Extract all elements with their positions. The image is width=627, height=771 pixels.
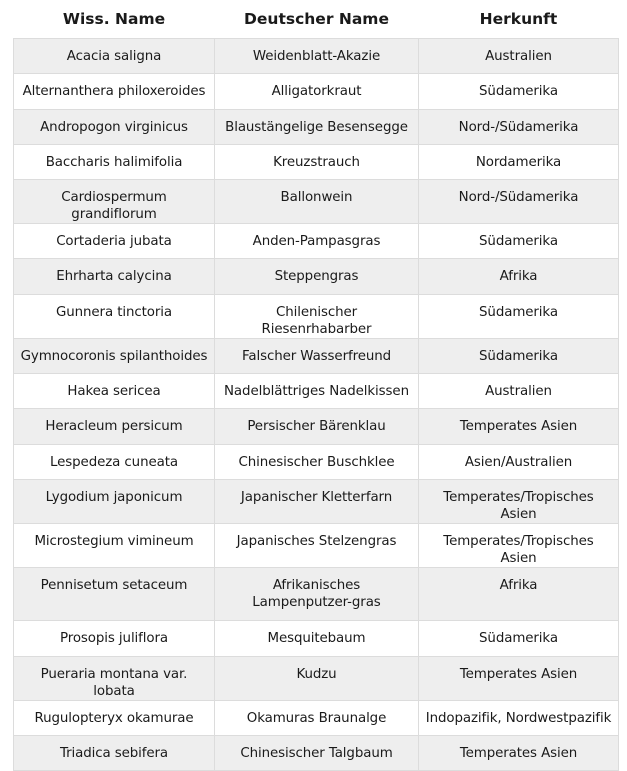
table-row (14, 74, 619, 109)
german-name-cell: Steppengras (215, 259, 419, 294)
german-name-cell: Kreuzstrauch (215, 144, 419, 179)
scientific-name-cell: Heracleum persicum (14, 409, 215, 444)
german-name-cell: Chinesischer Buschklee (215, 444, 419, 479)
origin-cell: Temperates/Tropisches Asien (419, 479, 619, 523)
german-name-cell: Kudzu (215, 656, 419, 700)
scientific-name-cell: Alternanthera philoxeroides (14, 74, 215, 109)
scientific-name-cell: Prosopis juliflora (14, 621, 215, 656)
origin-cell: Südamerika (419, 621, 619, 656)
table-row (14, 409, 619, 444)
scientific-name-cell: Gymnocoronis spilanthoides (14, 338, 215, 373)
german-name-cell: Persischer Bärenklau (215, 409, 419, 444)
table-header-row (14, 0, 619, 39)
scientific-name-cell: Pennisetum setaceum (14, 567, 215, 620)
scientific-name-cell: Cortaderia jubata (14, 224, 215, 259)
table-row (14, 338, 619, 373)
origin-cell: Temperates Asien (419, 735, 619, 770)
scientific-name-cell: Cardiospermum grandiflorum (14, 180, 215, 224)
origin-cell: Nordamerika (419, 144, 619, 179)
german-name-cell: Japanisches Stelzengras (215, 523, 419, 567)
origin-cell: Afrika (419, 259, 619, 294)
invasive-species-table (13, 0, 619, 771)
scientific-name-cell: Gunnera tinctoria (14, 294, 215, 338)
table-row (14, 523, 619, 567)
table-row (14, 621, 619, 656)
table-row (14, 444, 619, 479)
origin-cell: Nord-/Südamerika (419, 109, 619, 144)
scientific-name-cell: Rugulopteryx okamurae (14, 700, 215, 735)
table-row (14, 735, 619, 770)
table-row (14, 374, 619, 409)
table-row (14, 567, 619, 620)
header-origin: Herkunft (479, 10, 558, 28)
scientific-name-cell: Andropogon virginicus (14, 109, 215, 144)
origin-cell: Nord-/Südamerika (419, 180, 619, 224)
header-scientific-name: Wiss. Name (62, 10, 166, 28)
german-name-cell: Afrikanisches Lampenputzer-gras (215, 567, 419, 620)
scientific-name-cell: Microstegium vimineum (14, 523, 215, 567)
origin-cell: Südamerika (419, 74, 619, 109)
scientific-name-cell: Lygodium japonicum (14, 479, 215, 523)
table-row (14, 109, 619, 144)
origin-cell: Australien (419, 39, 619, 74)
scientific-name-cell: Pueraria montana var. lobata (14, 656, 215, 700)
table-row (14, 294, 619, 338)
german-name-cell: Chilenischer Riesenrhabarber (215, 294, 419, 338)
german-name-cell: Mesquitebaum (215, 621, 419, 656)
german-name-cell: Ballonwein (215, 180, 419, 224)
german-name-cell: Japanischer Kletterfarn (215, 479, 419, 523)
german-name-cell: Okamuras Braunalge (215, 700, 419, 735)
german-name-cell: Chinesischer Talgbaum (215, 735, 419, 770)
scientific-name-cell: Acacia saligna (14, 39, 215, 74)
table-row (14, 39, 619, 74)
origin-cell: Südamerika (419, 294, 619, 338)
german-name-cell: Blaustängelige Besensegge (215, 109, 419, 144)
origin-cell: Afrika (419, 567, 619, 620)
german-name-cell: Falscher Wasserfreund (215, 338, 419, 373)
german-name-cell: Alligatorkraut (215, 74, 419, 109)
origin-cell: Australien (419, 374, 619, 409)
table-row (14, 700, 619, 735)
table-body (14, 39, 619, 771)
scientific-name-cell: Hakea sericea (14, 374, 215, 409)
origin-cell: Südamerika (419, 224, 619, 259)
scientific-name-cell: Baccharis halimifolia (14, 144, 215, 179)
table-row (14, 656, 619, 700)
origin-cell: Temperates/Tropisches Asien (419, 523, 619, 567)
header-german-name: Deutscher Name (244, 10, 389, 28)
origin-cell: Temperates Asien (419, 656, 619, 700)
table-row (14, 224, 619, 259)
origin-cell: Asien/Australien (419, 444, 619, 479)
scientific-name-cell: Lespedeza cuneata (14, 444, 215, 479)
german-name-cell: Weidenblatt-Akazie (215, 39, 419, 74)
table-row (14, 479, 619, 523)
scientific-name-cell: Ehrharta calycina (14, 259, 215, 294)
table-row (14, 259, 619, 294)
origin-cell: Temperates Asien (419, 409, 619, 444)
table-row (14, 144, 619, 179)
origin-cell: Indopazifik, Nordwestpazifik (419, 700, 619, 735)
origin-cell: Südamerika (419, 338, 619, 373)
german-name-cell: Anden-Pampasgras (215, 224, 419, 259)
scientific-name-cell: Triadica sebifera (14, 735, 215, 770)
table-row (14, 180, 619, 224)
german-name-cell: Nadelblättriges Nadelkissen (215, 374, 419, 409)
